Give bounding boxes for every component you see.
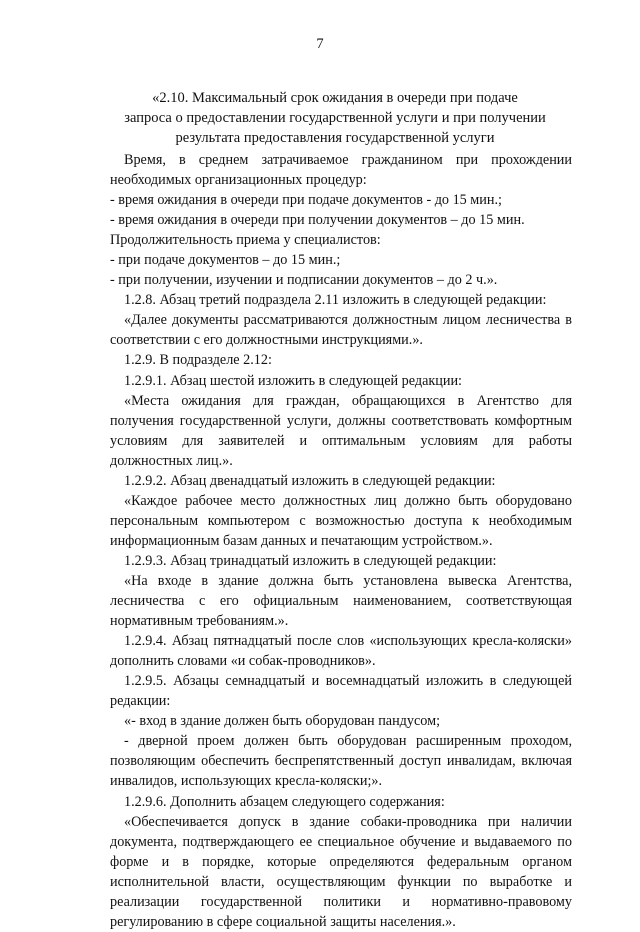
paragraph: 1.2.9.1. Абзац шестой изложить в следующей редакции: bbox=[124, 372, 462, 389]
page-number: 7 bbox=[316, 36, 324, 52]
document-body bbox=[110, 150, 572, 932]
list-item: «- вход в здание должен быть оборудован пандусом; bbox=[124, 713, 441, 730]
paragraph: «На входе в здание должна быть установлена вывеска Агентства, лесничества с его официальным наименованием, соответствующая нормативным требованиям.». bbox=[110, 572, 572, 630]
paragraph: Продолжительность приема у специалистов: bbox=[110, 232, 381, 249]
heading-line: запроса о предоставлении государственной услуги и при получении bbox=[124, 110, 546, 126]
paragraph: «Места ожидания для граждан, обращающихся в Агентство для получения государственной услуги, должны соответствовать комфортным условиям для заявителей и оптимальным условиям для работы должностных лиц.». bbox=[110, 392, 572, 469]
list-item: - при получении, изучении и подписании документов – до 2 ч.». bbox=[110, 272, 498, 289]
paragraph: 1.2.9.2. Абзац двенадцатый изложить в следующей редакции: bbox=[124, 472, 496, 489]
paragraph: «Каждое рабочее место должностных лиц должно быть оборудовано персональным компьютером с возможностью доступа к необходимым информационным базам данных и печатающим устройством.». bbox=[110, 492, 572, 549]
heading-line: «2.10. Максимальный срок ожидания в очереди при подаче bbox=[152, 90, 518, 106]
list-item: - при подаче документов – до 15 мин.; bbox=[110, 252, 341, 269]
list-item: - дверной проем должен быть оборудован расширенным проходом, позволяющим обеспечить беспрепятственный доступ инвалидам, включая инвалидов, использующих кресла-коляски;». bbox=[110, 733, 572, 790]
paragraph: 1.2.9.5. Абзацы семнадцатый и восемнадцатый изложить в следующей редакции: bbox=[110, 673, 572, 710]
paragraph: «Обеспечивается допуск в здание собаки-проводника при наличии документа, подтверждающего ее специальное обучение и выдаваемого по форме и в порядке, которые определяются федеральным органом исполнительной власти, осуществляющим функции по выработке и реализации государственной политики и нормативно-правовому регулированию в сфере социальной защиты населения.». bbox=[110, 813, 572, 930]
paragraph: «Далее документы рассматриваются должностным лицом лесничества в соответствии с его должностными инструкциями.». bbox=[110, 312, 572, 349]
heading-line: результата предоставления государственной услуги bbox=[175, 130, 495, 146]
section-heading bbox=[95, 88, 575, 148]
paragraph: 1.2.9. В подразделе 2.12: bbox=[124, 352, 272, 369]
list-item: - время ожидания в очереди при подаче документов - до 15 мин.; bbox=[110, 192, 502, 209]
paragraph: 1.2.9.3. Абзац тринадцатый изложить в следующей редакции: bbox=[124, 552, 497, 569]
paragraph: Время, в среднем затрачиваемое гражданином при прохождении необходимых организационных процедур: bbox=[110, 152, 572, 189]
paragraph: 1.2.9.4. Абзац пятнадцатый после слов «использующих кресла-коляски» дополнить словами «и собак-проводников». bbox=[110, 633, 572, 670]
list-item: - время ожидания в очереди при получении документов – до 15 мин. bbox=[110, 212, 525, 229]
paragraph: 1.2.8. Абзац третий подраздела 2.11 изложить в следующей редакции: bbox=[124, 292, 547, 309]
paragraph: 1.2.9.6. Дополнить абзацем следующего содержания: bbox=[124, 793, 445, 810]
